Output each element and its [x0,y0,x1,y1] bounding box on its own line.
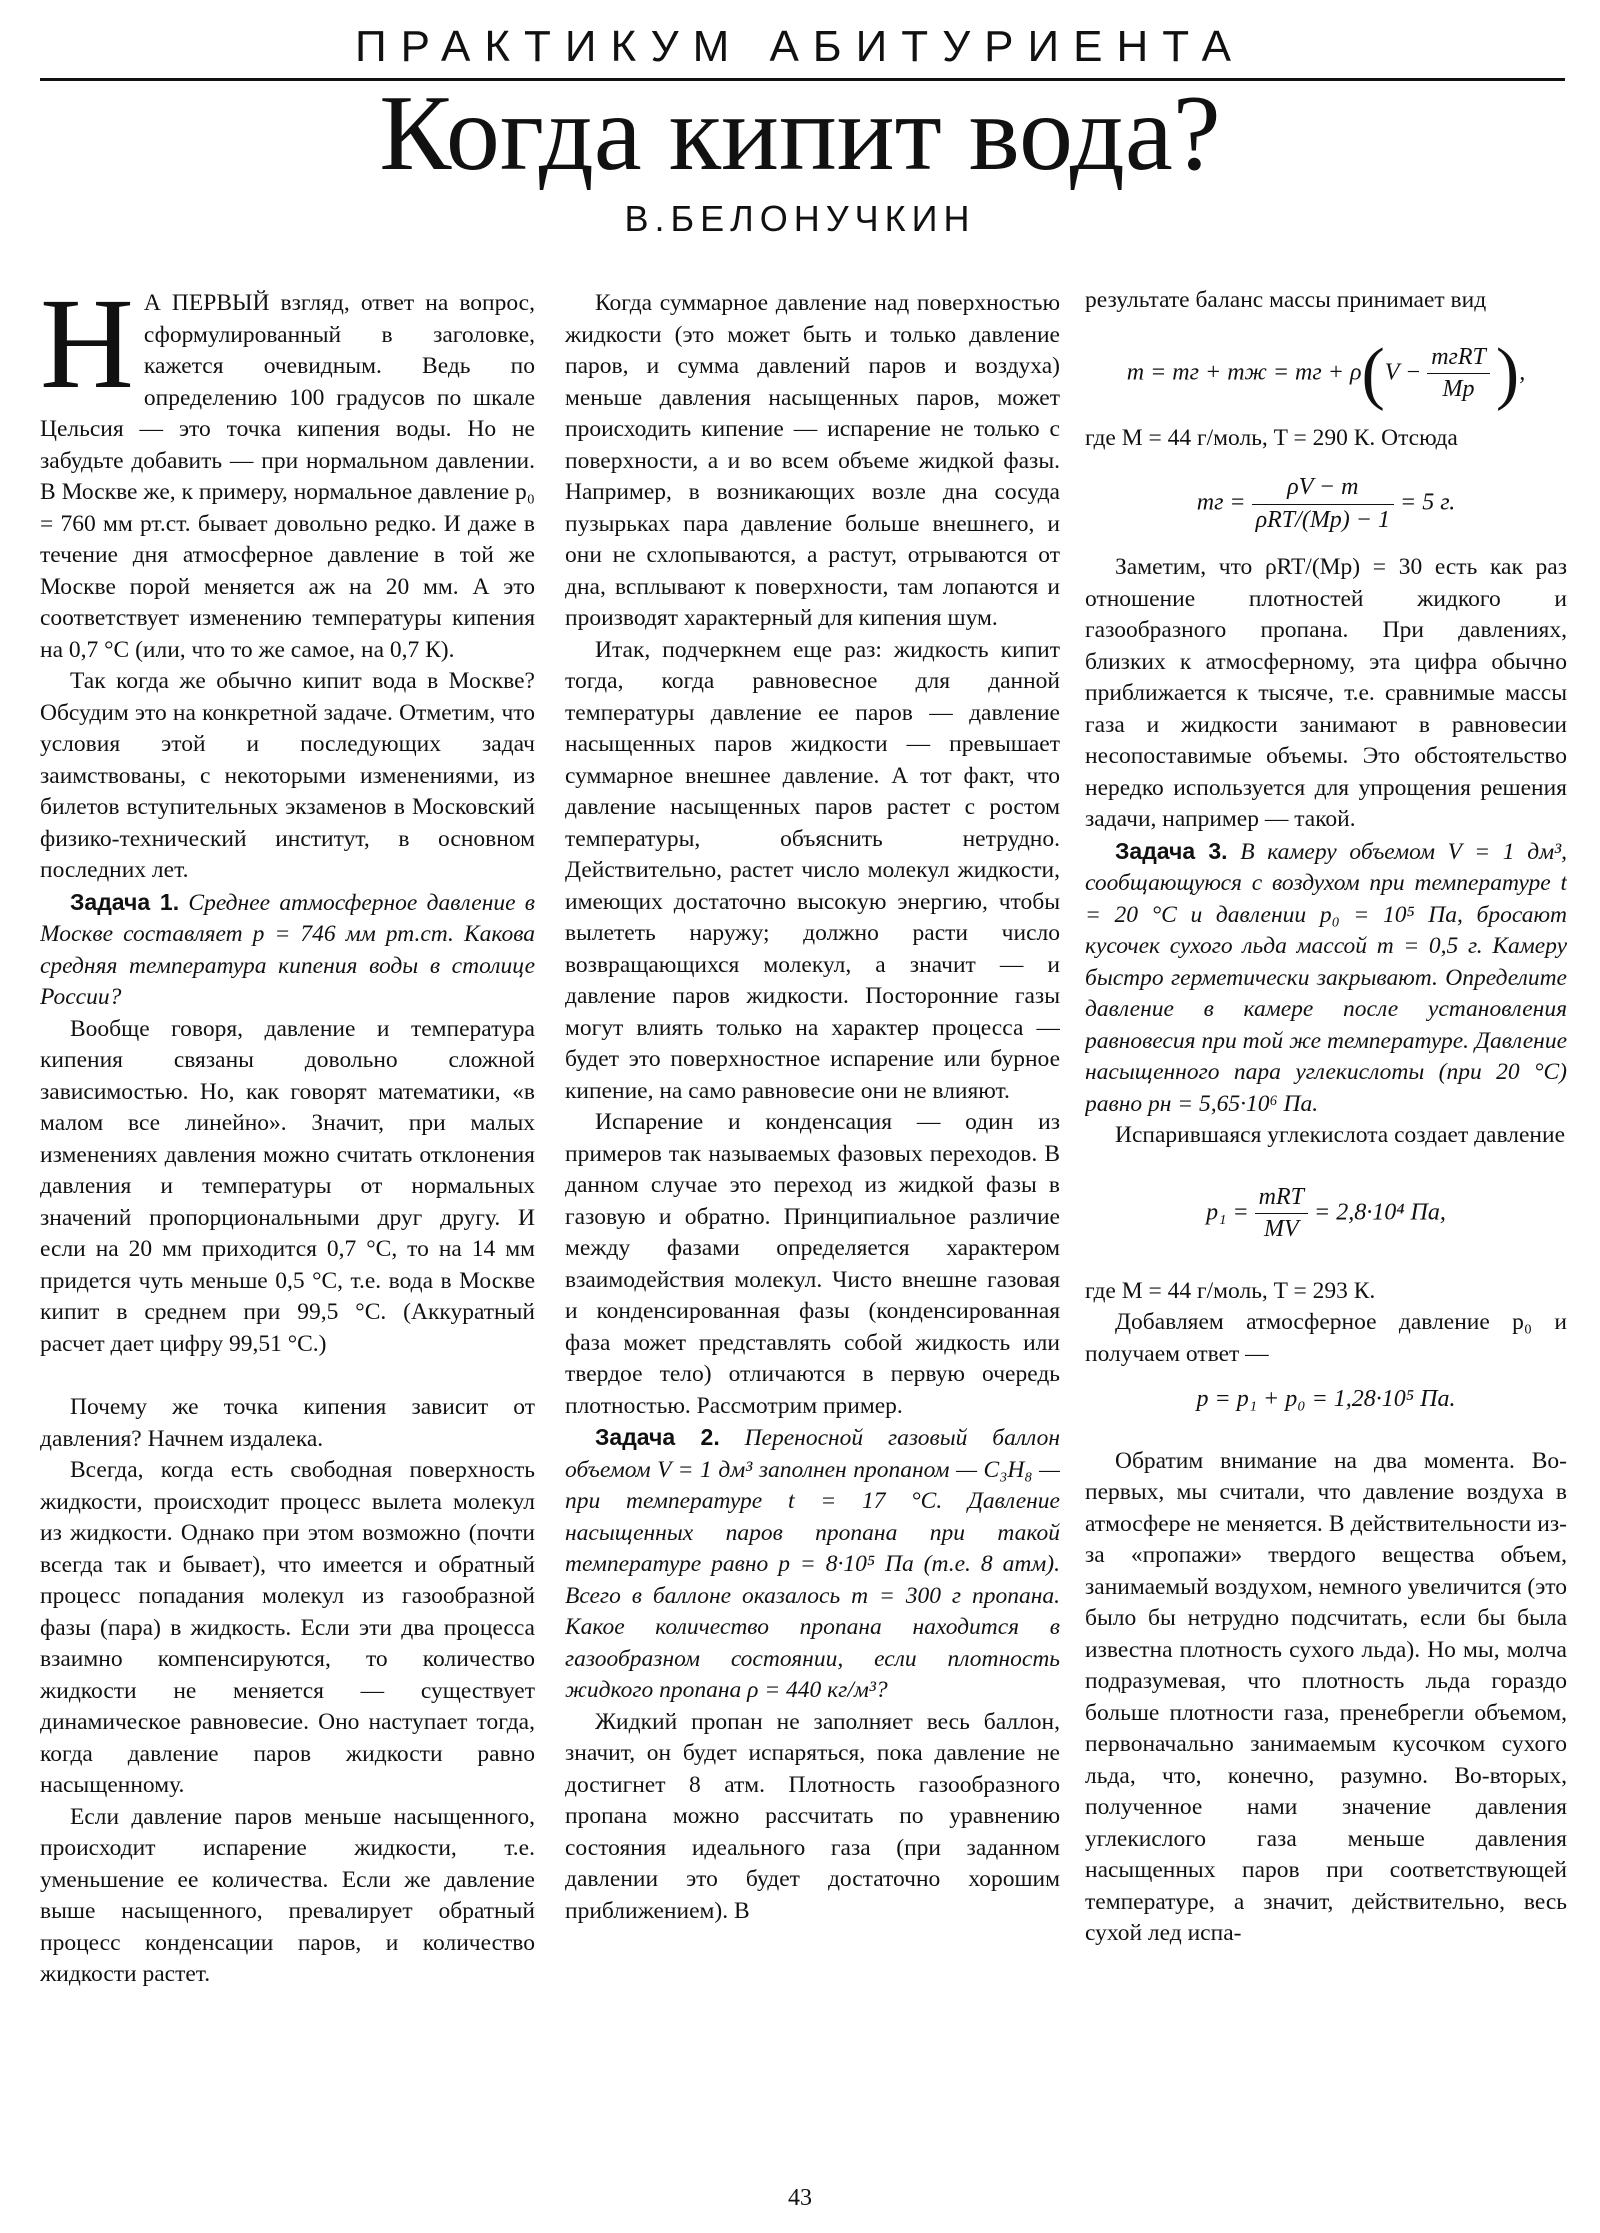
formula-1-left: m = mг + mж = mг + ρ [1126,359,1362,386]
paragraph: Добавляем атмосферное давление p₀ и получаем ответ — [1085,1309,1567,1367]
formula-3-denominator: MV [1264,1216,1299,1242]
formula-3-numerator: mRT [1255,1182,1308,1215]
formula-1-inner: V − [1384,359,1422,386]
task-3 [1085,836,1567,1121]
paren-open: ( [1361,334,1385,412]
paragraph: результате баланс массы принимает вид [1085,287,1487,313]
column-3 [1085,285,1567,2165]
paren-close: ) [1495,334,1520,412]
intro-paragraph [40,288,535,666]
formula-3-left: p₁ = [1206,1199,1249,1226]
paragraph: Заметим, что ρRT/(Mp) = 30 есть как раз отношение плотностей жидкого и газообразного пропана. При давлениях, близких к атмосферному, эта цифра обычно приближается к тысяче, т.е. сравнимые массы газа и жидкости занимают в равновесии несопоставимые объемы. Это обстоятельство нередко используется для упрощения решения задачи, например — такой. [1085,554,1567,832]
formula-1-end: , [1519,359,1526,386]
task-1 [40,887,535,1014]
formula-2-denominator: ρRT/(Mp) − 1 [1255,506,1390,533]
paragraph: Жидкий пропан не заполняет весь баллон, значит, он будет испаряться, пока давление не достигнет 8 атм. Плотность газообразного пропана можно рассчитать по уравнению состояния идеального газа (при заданном давлении это будет достаточно хорошим приближением). В [565,1708,1060,1924]
intro-text: А ПЕРВЫЙ взгляд, ответ на вопрос, сформулированный в заголовке, кажется очевидным. Ведь по определению 100 градусов по шкале Цельсия — это точка кипения воды. Но не забудьте добавить — при нормальном давлении. В Москве же, к примеру, нормальное давление p₀ = 760 мм рт.ст. бывает довольно редко. И даже в течение дня атмосферное давление в той же Москве порой меняется аж на 20 мм. А это соответствует изменению температуры кипения на 0,7 °С (или, что то же самое, на 0,7 К). [40,290,535,663]
page-number: 43 [788,2185,812,2211]
task-2-label: Задача 2. [595,1424,720,1450]
paragraph: Обратим внимание на два момента. Во-первых, мы считали, что давление воздуха в атмосфере не меняется. В действительности из-за «пропажи» твердого вещества объем, занимаемый воздухом, немного увеличится (это было бы нетрудно подсчитать, если бы была известна плотность сухого льда). Но мы, молча подразумевая, что плотность льда гораздо больше плотности газа, пренебрегли объемом, первоначально занимаемым кусочком сухого льда, что, конечно, разумно. Во-вторых, полученное нами значение давления углекислого газа меньше давления насыщенных паров при соответствующей температуре, а значит, действительно, весь сухой лед испа- [1085,1447,1567,1946]
article-title: Когда кипит вода? [379,74,1221,193]
formula-1-fraction [1427,342,1490,406]
drop-cap: Н [40,288,134,416]
task-3-label: Задача 3. [1115,837,1228,864]
task-1-text: Среднее атмосферное давление в Москве составляет p = 746 мм рт.ст. Какова средняя температура кипения воды в столице России? [40,889,535,1010]
formula-pressure-co2 [1085,1182,1567,1246]
paragraph: Всегда, когда есть свободная поверхность жидкости, происходит процесс вылета молекул из жидкости. Однако при этом возможно (почти всегда так и бывает), что имеется и обратный процесс попадания молекул из газообразной фазы (пара) в жидкость. Если эти два процесса взаимно компенсируются, то количество жидкости не меняется — существует динамическое равновесие. Оно наступает тогда, когда давление паров жидкости равно насыщенному. [40,1457,535,1798]
formula-gas-mass [1085,472,1567,536]
paragraph: Когда суммарное давление над поверхностью жидкости (это может быть и только давление паров, и сумма давлений паров и воздуха) меньше давления насыщенных паров, может происходить кипение — испарение не только с поверхности, а и во всем объеме жидкой фазы. Например, в возникающих возле дна сосуда пузырьках пара давление больше внешнего, и они не схлопываются, а растут, отрываются от дна, всплывают к поверхности, там лопаются и производят характерный для кипения шум. [565,290,1060,631]
formula-3-fraction [1255,1182,1308,1246]
task-1-label: Задача 1. [70,888,180,915]
paragraph: Испарившаяся углекислота создает давление [1115,1122,1565,1148]
formula-3-right: = 2,8·10⁴ Па, [1314,1199,1446,1226]
paragraph: Испарение и конденсация — один из примеров так называемых фазовых переходов. В данном случае это переход из жидкой фазы в газовую и обратно. Принципиальное различие между фазами определяется характером взаимодействия молекул. Чисто внешне газовая и конденсированная фазы (конденсированная фаза может представлять собой жидкость или твердое тело) отличаются в первую очередь плотностью. Рассмотрим пример. [565,1109,1060,1419]
paragraph: где M = 44 г/моль, T = 293 К. [1085,1277,1376,1304]
article-author: В.БЕЛОНУЧКИН [624,198,976,239]
formula-2-fraction [1252,472,1394,536]
paragraph: Если давление паров меньше насыщенного, происходит испарение жидкости, т.е. уменьшение ее количества. Если же давление выше насыщенного, превалирует обратный процесс конденсации паров, и количество жидкости растет. [40,1803,535,1987]
formula-1-denominator: Mp [1442,376,1475,402]
column-1 [40,288,535,2168]
column-2 [565,288,1060,2168]
section-gap [40,1360,535,1392]
formula-2-right: = 5 г. [1400,489,1456,516]
task-3-text: В камеру объемом V = 1 дм³, сообщающуюся с воздухом при температуре t = 20 °С и давлении p₀ = 10⁵ Па, бросают кусочек сухого льда массой m = 0,5 г. Камеру быстро герметически закрывают. Определите давление в камере после установления равновесия при той же температуре. Давление насыщенного пара углекислоты (при 20 °С) равно pн = 5,65·10⁶ Па. [1085,838,1567,1117]
task-2 [565,1422,1060,1707]
paragraph: Почему же точка кипения зависит от давления? Начнем издалека. [40,1394,535,1452]
formula-2-left: mг = [1196,489,1246,516]
formula-2-numerator: ρV − m [1252,472,1394,505]
paragraph: Вообще говоря, давление и температура кипения связаны довольно сложной зависимостью. Но, как говорят математики, «в малом все линейно». Значит, при малых изменениях давления можно считать отклонения давления и температуры от нормальных значений пропорциональными друг другу. И если на 20 мм приходится 0,7 °С, то на 14 мм придется чуть меньше 0,5 °С, т.е. вода в Москве кипит в среднем при 99,5 °С. (Аккуратный расчет дает цифру 99,51 °С.) [40,1015,535,1357]
paragraph: Итак, подчеркнем еще раз: жидкость кипит тогда, когда равновесное для данной температуры давление ее паров — давление насыщенных паров жидкости — превышает суммарное внешнее давление. А тот факт, что давление насыщенных паров растет с ростом температуры, объяснить нетрудно. Действительно, растет число молекул жидкости, имеющих достаточно высокую энергию, чтобы вылететь наружу; должно расти число возвращающихся молекул, а значит — и давление паров жидкости. Посторонние газы могут влиять только на характер процесса — будет это поверхностное испарение или бурное кипение, на само равновесие они не влияют. [565,636,1060,1104]
formula-mass-balance [1085,334,1567,412]
paragraph: где M = 44 г/моль, T = 290 К. Отсюда [1085,424,1458,451]
formula-1-numerator: mгRT [1427,342,1490,375]
paragraph: Так когда же обычно кипит вода в Москве? Обсудим это на конкретной задаче. Отметим, что условия этой и последующих задач заимствованы, с некоторыми изменениями, из билетов вступительных экзаменов в Московский физико-технический институт, в основном последних лет. [40,668,535,883]
task-2-text: Переносной газовый баллон объемом V = 1 дм³ заполнен пропаном — C₃H₈ — при температуре t = 17 °С. Давление насыщенных паров пропана при такой температуре равно p = 8·10⁵ Па (т.е. 8 атм). Всего в баллоне оказалось m = 300 г пропана. Какое количество пропана находится в газообразном состоянии, если плотность жидкого пропана ρ = 440 кг/м³? [565,1425,1060,1703]
formula-total-pressure: p = p₁ + p₀ = 1,28·10⁵ Па. [1196,1386,1456,1412]
section-rubric: ПРАКТИКУМ АБИТУРИЕНТА [355,22,1245,71]
